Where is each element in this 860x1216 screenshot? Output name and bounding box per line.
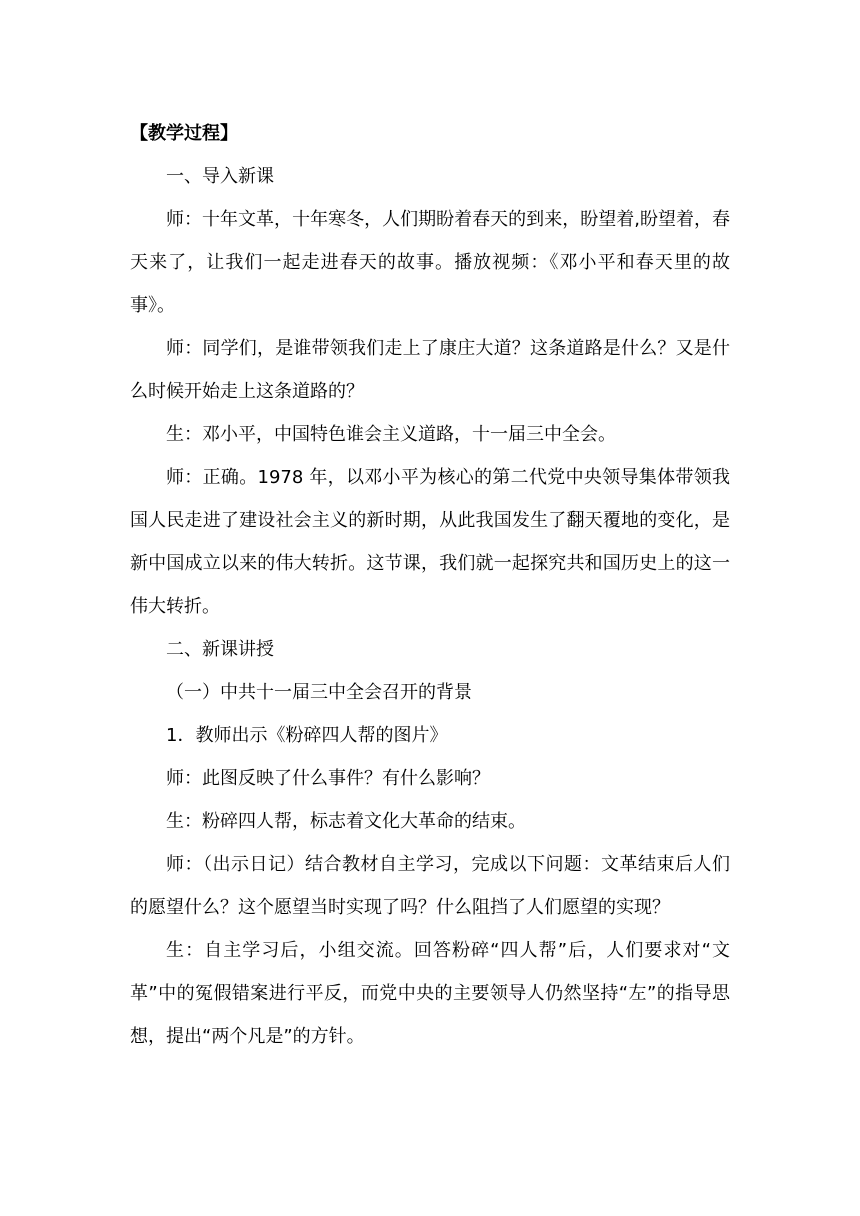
paragraph-new-lesson-heading: 二、新课讲授 (166, 639, 274, 660)
paragraph-teacher-3: 师：正确。1978 年，以邓小平为核心的第二代党中央领导集体带领我国人民走进了建设社会主义的新时期，从此我国发生了翻天覆地的变化，是新中国成立以来的伟大转折。这节课，我们就一起探究共和国历史上的这一伟大转折。 (130, 467, 730, 617)
paragraph-intro-heading: 一、导入新课 (166, 166, 274, 187)
paragraph-teacher-2: 师：同学们，是谁带领我们走上了康庄大道？这条道路是什么？又是什么时候开始走上这条道路的？ (130, 338, 730, 402)
paragraph-subsection-heading: （一）中共十一届三中全会召开的背景 (166, 682, 472, 703)
paragraph-teacher-5: 师：（出示日记）结合教材自主学习，完成以下问题：文革结束后人们的愿望什么？这个愿望当时实现了吗？什么阻挡了人们愿望的实现？ (130, 854, 730, 918)
paragraph-student-1: 生：邓小平，中国特色谁会主义道路，十一届三中全会。 (166, 424, 616, 445)
paragraph-student-3: 生：自主学习后，小组交流。回答粉碎“四人帮”后，人们要求对“文革”中的冤假错案进行平反，而党中央的主要领导人仍然坚持“左”的指导思想，提出“两个凡是”的方针。 (130, 940, 730, 1047)
paragraph-step-1: 1．教师出示《粉碎四人帮的图片》 (166, 725, 448, 746)
section-heading: 【教学过程】 (130, 123, 238, 144)
document-body (130, 112, 730, 1058)
paragraph-teacher-1: 师：十年文革，十年寒冬，人们期盼着春天的到来，盼望着,盼望着，春天来了，让我们一起走进春天的故事。播放视频：《邓小平和春天里的故事》。 (130, 209, 730, 316)
paragraph-student-2: 生：粉碎四人帮，标志着文化大革命的结束。 (166, 811, 526, 832)
paragraph-teacher-4: 师：此图反映了什么事件？有什么影响？ (166, 768, 490, 789)
